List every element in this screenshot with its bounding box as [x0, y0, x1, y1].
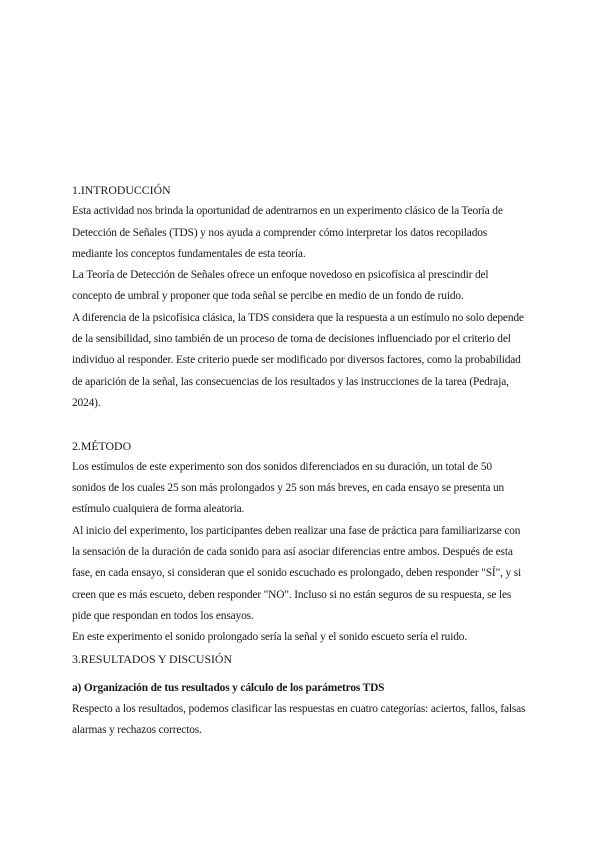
section-heading-introduccion: 1.INTRODUCCIÓN [72, 183, 171, 197]
section-heading-resultados: 3.RESULTADOS Y DISCUSIÓN [72, 651, 232, 666]
paragraph: A diferencia de la psicofísica clásica, la TDS considera que la respuesta a un estímulo no solo depende de la sensibilidad, sino también de un proceso de toma de decisiones influenciado por el criterio del individuo al responder. Este criterio puede ser modificado por diversos factores, como la probabilidad de aparición de la señal, las consecuencias de los resultados y las instrucciones de la tarea (Pedraja, 2024). [72, 311, 524, 409]
paragraph: Esta actividad nos brinda la oportunidad de adentrarnos en un experimento clásico de la Teoría de Detección de Señales (TDS) y nos ayuda a comprender cómo interpretar los datos recopilados mediante los conceptos fundamentales de esta teoría. [72, 205, 503, 260]
paragraph: En este experimento el sonido prolongado sería la señal y el sonido escueto sería el ruido. [72, 631, 468, 644]
subsection-heading: a) Organización de tus resultados y cálculo de los parámetros TDS [72, 681, 385, 694]
document-body [72, 180, 527, 742]
paragraph: Los estímulos de este experimento son dos sonidos diferenciados en su duración, un total de 50 sonidos de los cuales 25 son más prolongados y 25 son más breves, en cada ensayo se presenta un estímulo cualquiera de forma aleatoria. [72, 460, 505, 516]
paragraph: La Teoría de Detección de Señales ofrece un enfoque novedoso en psicofísica al prescindir del concepto de umbral y proponer que toda señal se percibe en medio de un fondo de ruido. [72, 269, 489, 303]
paragraph: Al inicio del experimento, los participantes deben realizar una fase de práctica para familiarizarse con la sensación de la duración de cada sonido para así asociar diferencias entre ambos. Después de esta fase, en cada ensayo, si consideran que el sonido escuchado es prolongado, deben responder "SÍ", y si creen que es más escueto, deben responder "NO". Incluso si no están seguros de su respuesta, se les pide que respondan en todos los ensayos. [72, 524, 522, 622]
paragraph: Respecto a los resultados, podemos clasificar las respuestas en cuatro categorías: aciertos, fallos, falsas alarmas y rechazos correctos. [72, 703, 526, 737]
section-heading-metodo: 2.MÉTODO [72, 438, 132, 453]
spacer [72, 414, 527, 435]
